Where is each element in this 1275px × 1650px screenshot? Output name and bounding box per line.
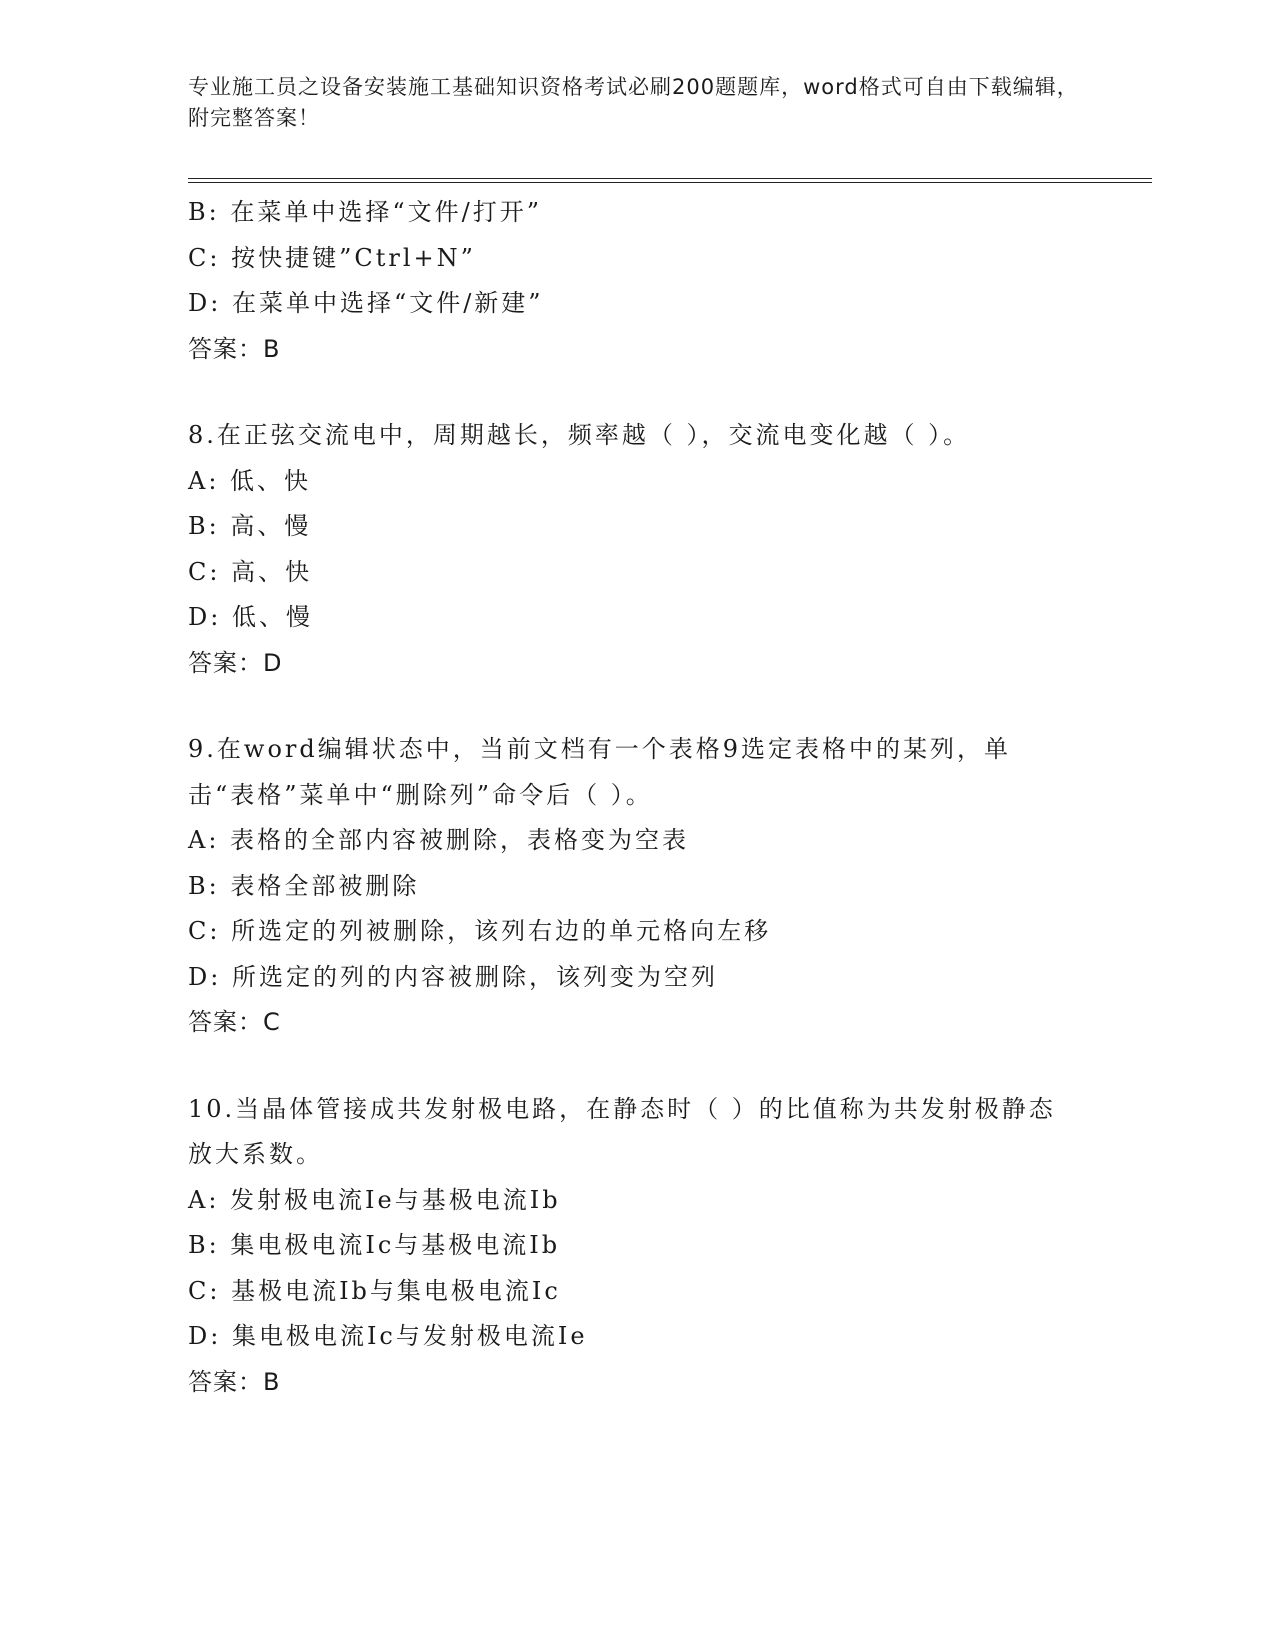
option-b: B: 在菜单中选择“文件/打开” (188, 198, 542, 226)
question-8 (188, 413, 1088, 686)
question-text: 10.当晶体管接成共发射极电路，在静态时（ ）的比值称为共发射极静态放大系数。 (188, 1094, 1056, 1168)
option-c: C: 基极电流Ib与集电极电流Ic (188, 1276, 561, 1305)
spacer (188, 372, 1088, 413)
document-header: 专业施工员之设备安装施工基础知识资格考试必刷200题题库，word格式可自由下载编辑，附完整答案！ (188, 75, 1079, 130)
option-a: A: 低、快 (188, 466, 312, 495)
option-c: C: 所选定的列被删除，该列右边的单元格向左移 (188, 917, 772, 945)
answer-line: 答案：C (188, 1008, 281, 1036)
question-text: 9.在word编辑状态中，当前文档有一个表格9选定表格中的某列，单击“表格”菜单中“删除列”命令后（ ）。 (188, 735, 1011, 809)
option-b: B: 集电极电流Ic与基极电流Ib (188, 1231, 561, 1259)
option-b: B: 表格全部被删除 (188, 871, 420, 900)
answer-line: 答案：B (188, 334, 281, 363)
option-b: B: 高、慢 (188, 512, 312, 540)
option-a: A: 表格的全部内容被删除，表格变为空表 (188, 826, 690, 854)
question-7 (188, 190, 1088, 372)
option-d: D: 低、慢 (188, 603, 313, 631)
option-d: D: 在菜单中选择“文件/新建” (188, 289, 544, 317)
option-a: A: 发射极电流Ie与基极电流Ib (188, 1185, 561, 1214)
question-list (188, 190, 1088, 1405)
spacer (188, 686, 1088, 727)
spacer (188, 1046, 1088, 1087)
question-text: 8.在正弦交流电中，周期越长，频率越（ ），交流电变化越（ ）。 (188, 421, 971, 449)
question-9 (188, 727, 1088, 1046)
header-divider-bottom (188, 182, 1152, 183)
answer-line: 答案：D (188, 648, 283, 677)
option-d: D: 所选定的列的内容被删除，该列变为空列 (188, 962, 718, 991)
answer-line: 答案：B (188, 1367, 281, 1396)
option-c: C: 高、快 (188, 557, 313, 586)
option-c: C: 按快捷键”Ctrl+N” (188, 243, 476, 272)
header-divider-top (188, 178, 1152, 179)
question-10 (188, 1087, 1088, 1406)
option-d: D: 集电极电流Ic与发射极电流Ie (188, 1322, 588, 1350)
